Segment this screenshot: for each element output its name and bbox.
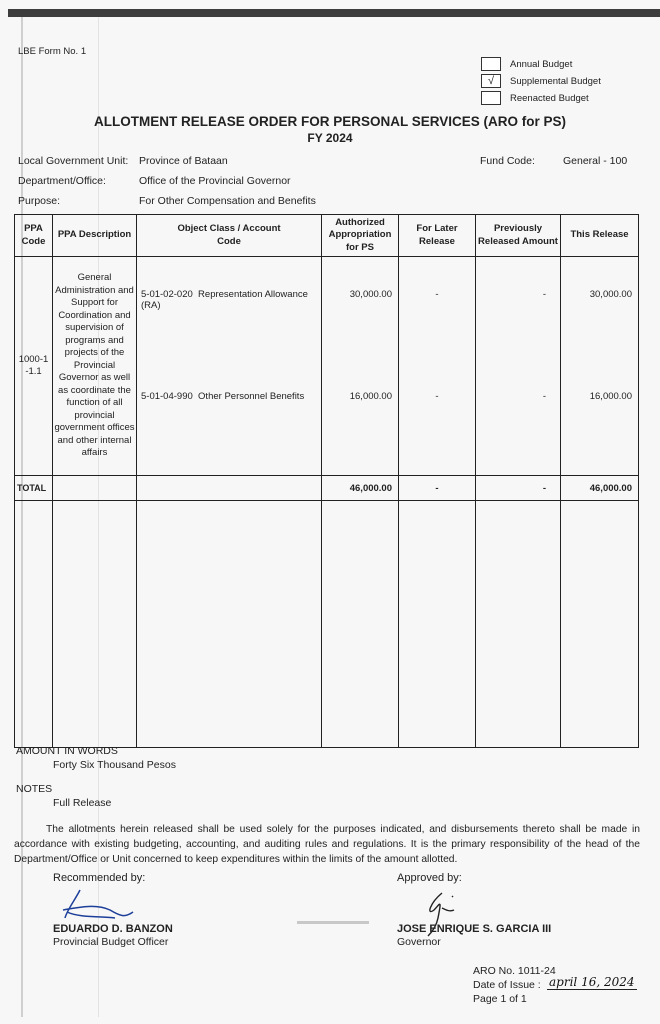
total-label: TOTAL: [15, 476, 53, 501]
purpose-value: For Other Compensation and Benefits: [139, 195, 316, 207]
amount-in-words-label: AMOUNT IN WORDS: [16, 745, 118, 757]
this-release-amount: 30,000.00: [589, 289, 632, 301]
this-release-cell: [561, 257, 639, 476]
previously-amount: -: [542, 289, 546, 301]
amount-in-words-value: Forty Six Thousand Pesos: [53, 759, 176, 771]
account-name: Representation Allowance (RA): [141, 289, 308, 312]
empty-cell: [476, 501, 561, 748]
authorized-amount: 16,000.00: [349, 391, 392, 403]
fiscal-year: FY 2024: [307, 131, 353, 145]
account-code: 5-01-02-020: [141, 289, 193, 301]
empty-cell: [399, 501, 476, 748]
header-this-release: This Release: [561, 215, 639, 257]
department-value: Office of the Provincial Governor: [139, 175, 291, 187]
lgu-label: Local Government Unit:: [18, 155, 129, 167]
for-later-amount: -: [435, 391, 439, 403]
recommended-by-label: Recommended by:: [53, 872, 146, 884]
account-code: 5-01-04-990: [141, 391, 193, 403]
total-authorized: 46,000.00: [322, 476, 399, 501]
for-later-amount: -: [435, 289, 439, 301]
empty-cell: [137, 476, 322, 501]
approved-name: JOSE ENRIQUE S. GARCIA III: [397, 923, 552, 935]
checkbox[interactable]: [481, 91, 501, 105]
total-previously: -: [476, 476, 561, 501]
smudge: [297, 921, 369, 924]
statement-paragraph: The allotments herein released shall be used solely for the purposes indicated, and disbursements thereto shall be made in accordance with existing budgeting, accounting, and auditing rules and regulations. It is the primary responsibility of the head of the Department/Office or Unit concerned to keep expenditures within the limits of the amount allotted.: [14, 824, 640, 865]
lgu-value: Province of Bataan: [139, 155, 228, 167]
checkbox[interactable]: [481, 57, 501, 71]
account-row: [137, 289, 321, 311]
header-ppa-code: PPA Code: [15, 215, 53, 257]
fund-code-label: Fund Code:: [480, 155, 535, 167]
ppa-code: 1000-1-1.1: [15, 257, 53, 476]
recommended-name: EDUARDO D. BANZON: [53, 923, 173, 935]
page-number: Page 1 of 1: [473, 993, 527, 1005]
date-of-issue-value: april 16, 2024: [549, 975, 635, 989]
checkmark-icon[interactable]: √: [481, 74, 501, 88]
total-for-later: -: [399, 476, 476, 501]
header-authorized: Authorized Appropriation for PS: [322, 215, 399, 257]
account-cell: [137, 257, 322, 476]
account-row: [137, 391, 321, 402]
this-release-amount: 16,000.00: [589, 391, 632, 403]
checkbox-label: Supplemental Budget: [510, 75, 601, 87]
aro-number: ARO No. 1011-24: [473, 965, 556, 977]
header-for-later: For Later Release: [399, 215, 476, 257]
form-number: LBE Form No. 1: [18, 46, 87, 57]
previously-cell: [476, 257, 561, 476]
document-title: ALLOTMENT RELEASE ORDER FOR PERSONAL SERVICES (ARO for PS): [93, 114, 567, 129]
table-header-row: [15, 215, 639, 257]
budget-type-supplemental[interactable]: [481, 74, 601, 88]
total-row: [15, 476, 639, 501]
empty-cell: [53, 501, 137, 748]
date-of-issue-label: Date of Issue :: [473, 979, 541, 991]
scan-top-edge: [8, 9, 660, 17]
blank-row: [15, 501, 639, 748]
table-row: [15, 257, 639, 476]
total-this-release: 46,000.00: [561, 476, 639, 501]
previously-amount: -: [542, 391, 546, 403]
header-object-class: Object Class / Account Code: [137, 215, 322, 257]
empty-cell: [53, 476, 137, 501]
fund-code-value: General - 100: [563, 155, 628, 167]
approved-by-label: Approved by:: [397, 872, 462, 884]
account-name: Other Personnel Benefits: [198, 391, 305, 403]
department-label: Department/Office:: [18, 175, 106, 187]
checkbox-label: Reenacted Budget: [510, 92, 589, 104]
allotment-table: [14, 214, 639, 748]
empty-cell: [137, 501, 322, 748]
notes-value: Full Release: [53, 797, 112, 809]
signature-icon: [55, 888, 145, 928]
for-later-cell: [399, 257, 476, 476]
header-ppa-description: PPA Description: [53, 215, 137, 257]
empty-cell: [15, 501, 53, 748]
recommended-position: Provincial Budget Officer: [53, 936, 169, 948]
header-previously: Previously Released Amount: [476, 215, 561, 257]
purpose-label: Purpose:: [18, 195, 61, 207]
checkbox-label: Annual Budget: [510, 58, 573, 70]
authorized-amount: 30,000.00: [349, 289, 392, 301]
empty-cell: [322, 501, 399, 748]
budget-type-annual[interactable]: [481, 57, 572, 71]
empty-cell: [561, 501, 639, 748]
budget-type-reenacted[interactable]: [481, 91, 589, 105]
notes-label: NOTES: [16, 783, 53, 795]
ppa-description: General Administration and Support for Coordination and supervision of programs and projects of the Provincial Governor as well as coordinate the function of all provincial government offices and other internal affairs: [53, 257, 137, 476]
approved-position: Governor: [397, 936, 441, 948]
authorized-cell: [322, 257, 399, 476]
